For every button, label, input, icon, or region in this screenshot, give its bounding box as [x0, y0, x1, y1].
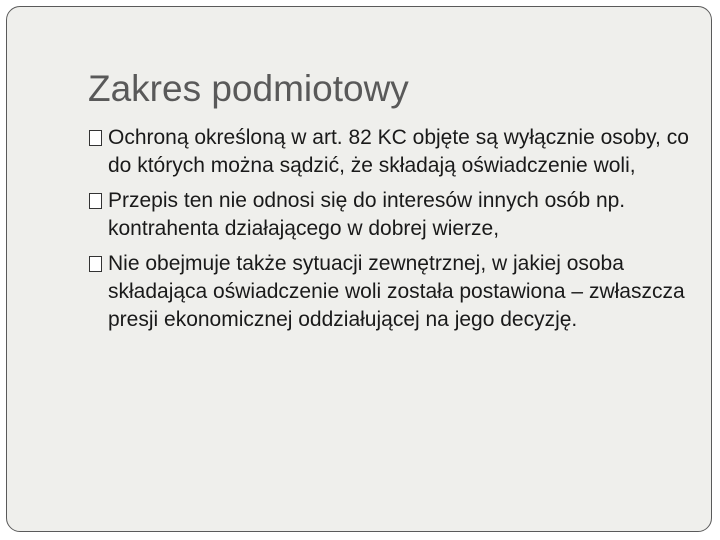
bullet-item [89, 187, 689, 243]
missing-glyph-box-icon [89, 193, 102, 209]
bullet-item [89, 250, 689, 334]
bullet-text: Przepis ten nie odnosi się do interesów innych osób np. kontrahenta działającego w dobrej wierze, [108, 189, 626, 240]
bullet-text: Nie obejmuje także sytuacji zewnętrznej, w jakiej osoba składająca oświadczenie woli została postawiona – zwłaszcza presji ekonomicznej oddziałującej na jego decyzję. [108, 252, 685, 331]
missing-glyph-box-icon [89, 130, 102, 146]
bullet-list [89, 124, 689, 341]
slide-title: Zakres podmiotowy [88, 68, 409, 109]
bullet-item [89, 124, 689, 180]
slide-frame [6, 6, 712, 532]
missing-glyph-box-icon [89, 256, 102, 272]
bullet-text: Ochroną określoną w art. 82 KC objęte są wyłącznie osoby, co do których można sądzić, że składają oświadczenie woli, [108, 126, 689, 177]
